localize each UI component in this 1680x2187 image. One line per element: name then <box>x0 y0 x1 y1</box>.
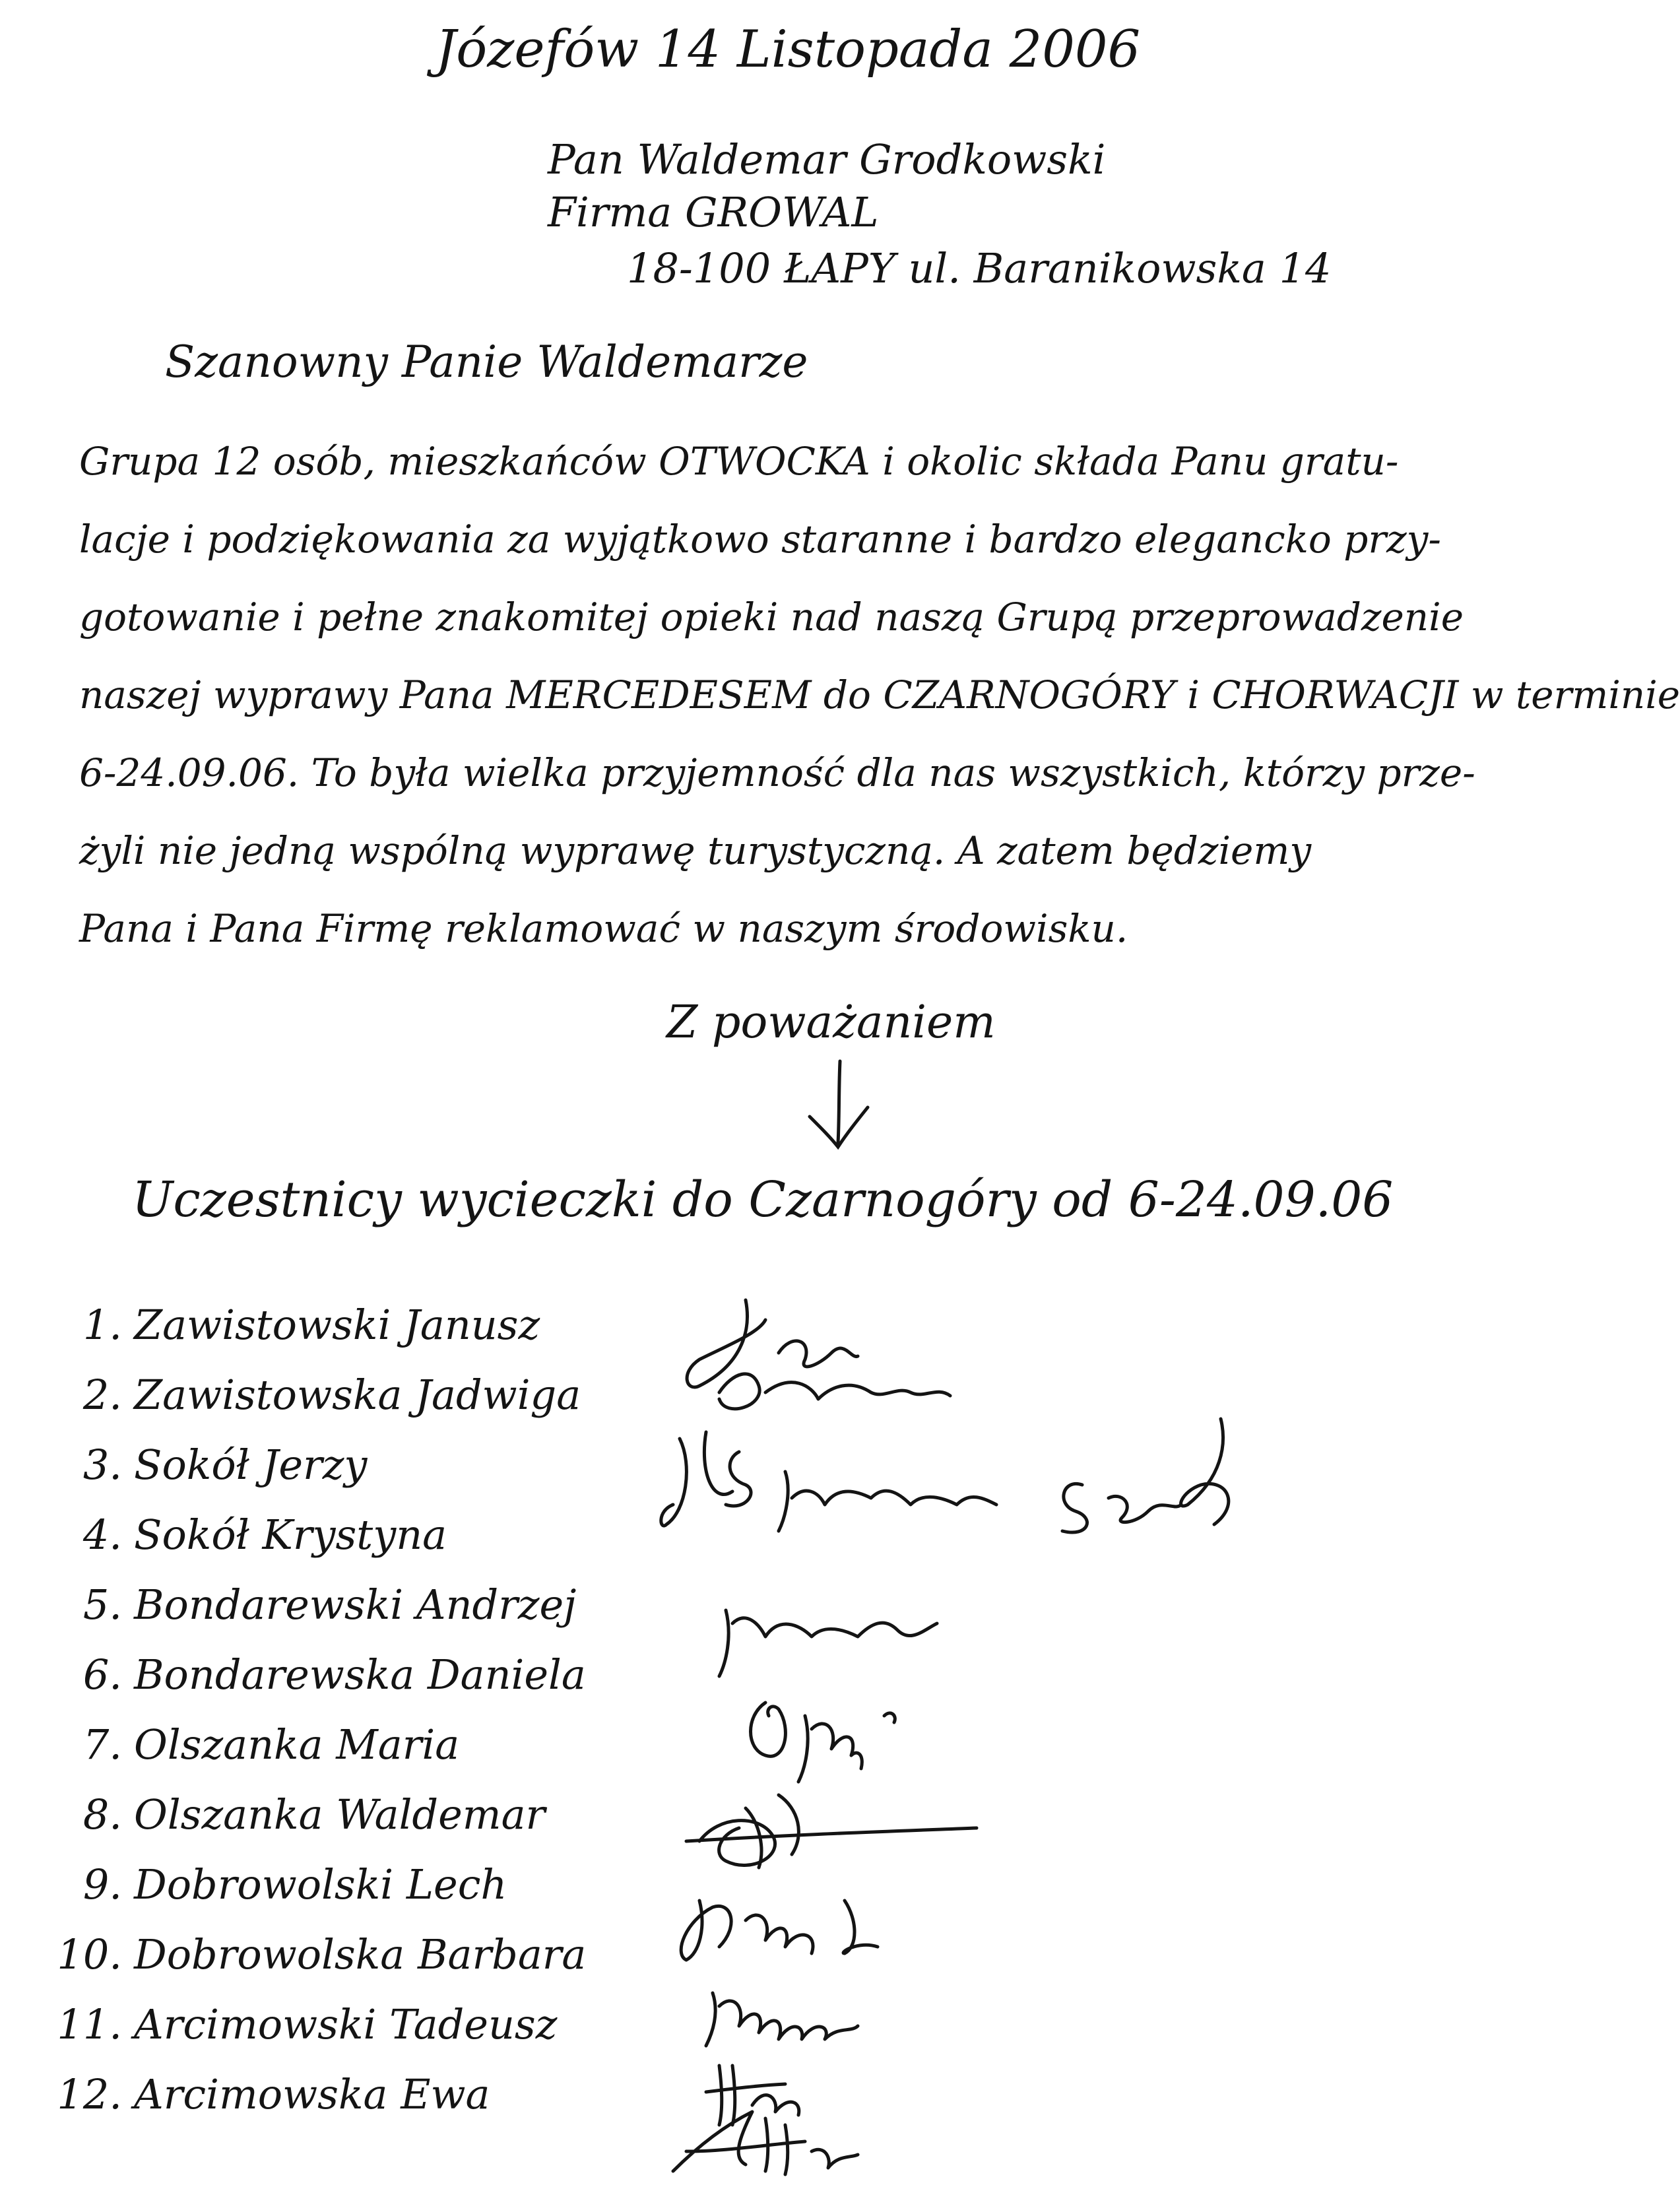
item-number: 10. <box>57 1930 122 1978</box>
item-number: 8. <box>82 1790 122 1839</box>
body-line: gotowanie i pełne znakomitej opieki nad naszą Grupą przeprowadzenie <box>79 595 1464 639</box>
participant-name: Zawistowski Janusz <box>134 1301 540 1349</box>
signature-1 <box>687 1300 858 1387</box>
body-line: Pana i Pana Firmę reklamować w naszym środowisku. <box>79 906 1128 951</box>
participant-name: Dobrowolski Lech <box>134 1860 507 1909</box>
participant-name: Sokół Jerzy <box>134 1441 368 1489</box>
body-line: naszej wyprawy Pana MERCEDESEM do CZARNOGÓRY i CHORWACJI w terminie <box>79 672 1680 717</box>
recipient-address: 18-100 ŁAPY ul. Baranikowska 14 <box>627 244 1332 292</box>
closing: Z poważaniem <box>666 996 996 1049</box>
list-item <box>30 1500 756 1570</box>
body-line: żyli nie jedną wspólną wyprawę turystyczną. A zatem będziemy <box>79 828 1312 873</box>
signature-11 <box>673 2112 858 2174</box>
list-item <box>30 1920 756 1990</box>
list-item <box>30 1780 756 1850</box>
item-number: 4. <box>82 1511 122 1559</box>
participant-name: Arcimowski Tadeusz <box>134 2000 558 2048</box>
list-item <box>30 1570 756 1640</box>
list-item <box>30 1710 756 1780</box>
list-item <box>30 2060 756 2130</box>
signature-2 <box>719 1374 950 1409</box>
participant-name: Bondarewska Daniela <box>134 1650 586 1699</box>
item-number: 2. <box>82 1371 122 1419</box>
list-item <box>30 1430 756 1500</box>
signature-8 <box>681 1901 878 1960</box>
item-number: 1. <box>82 1301 122 1349</box>
list-item <box>30 1990 756 2060</box>
recipient-company: Firma GROWAL <box>548 188 879 236</box>
signature-6 <box>751 1703 895 1782</box>
participant-name: Bondarewski Andrzej <box>134 1581 577 1629</box>
list-item <box>30 1290 756 1360</box>
signature-10 <box>706 2066 799 2125</box>
participants-list <box>30 1290 756 2130</box>
item-number: 7. <box>82 1720 122 1769</box>
participant-name: Zawistowska Jadwiga <box>134 1371 581 1419</box>
list-item <box>30 1360 756 1430</box>
signature-4 <box>779 1419 1229 1532</box>
recipient-name: Pan Waldemar Grodkowski <box>548 135 1106 183</box>
participant-name: Dobrowolska Barbara <box>134 1930 587 1978</box>
body-line: lacje i podziękowania za wyjątkowo staranne i bardzo elegancko przy- <box>79 517 1441 562</box>
signature-3 <box>661 1432 751 1526</box>
letter-body <box>79 422 1680 967</box>
body-line: Grupa 12 osób, mieszkańców OTWOCKA i okolic składa Panu gratu- <box>79 439 1399 484</box>
item-number: 5. <box>82 1581 122 1629</box>
item-number: 11. <box>57 2000 122 2048</box>
list-item <box>30 1640 756 1710</box>
salutation: Szanowny Panie Waldemarze <box>165 337 808 387</box>
participants-title: Uczestnicy wycieczki do Czarnogóry od 6-24.09.06 <box>132 1171 1394 1228</box>
list-item <box>30 1850 756 1920</box>
signature-9 <box>706 1993 858 2046</box>
participant-name: Olszanka Waldemar <box>134 1790 546 1839</box>
down-arrow-icon <box>802 1056 874 1155</box>
letter-date: Józefów 14 Listopada 2006 <box>436 20 1141 79</box>
signature-5 <box>719 1610 937 1676</box>
participant-name: Sokół Krystyna <box>134 1511 447 1559</box>
item-number: 3. <box>82 1441 122 1489</box>
signature-7 <box>686 1795 977 1868</box>
item-number: 6. <box>82 1650 122 1699</box>
participant-name: Olszanka Maria <box>134 1720 460 1769</box>
signatures-area <box>660 1293 1518 2184</box>
participant-name: Arcimowska Ewa <box>134 2070 490 2118</box>
item-number: 9. <box>82 1860 122 1909</box>
item-number: 12. <box>57 2070 122 2118</box>
body-line: 6-24.09.06. To była wielka przyjemność dla nas wszystkich, którzy prze- <box>79 750 1475 795</box>
